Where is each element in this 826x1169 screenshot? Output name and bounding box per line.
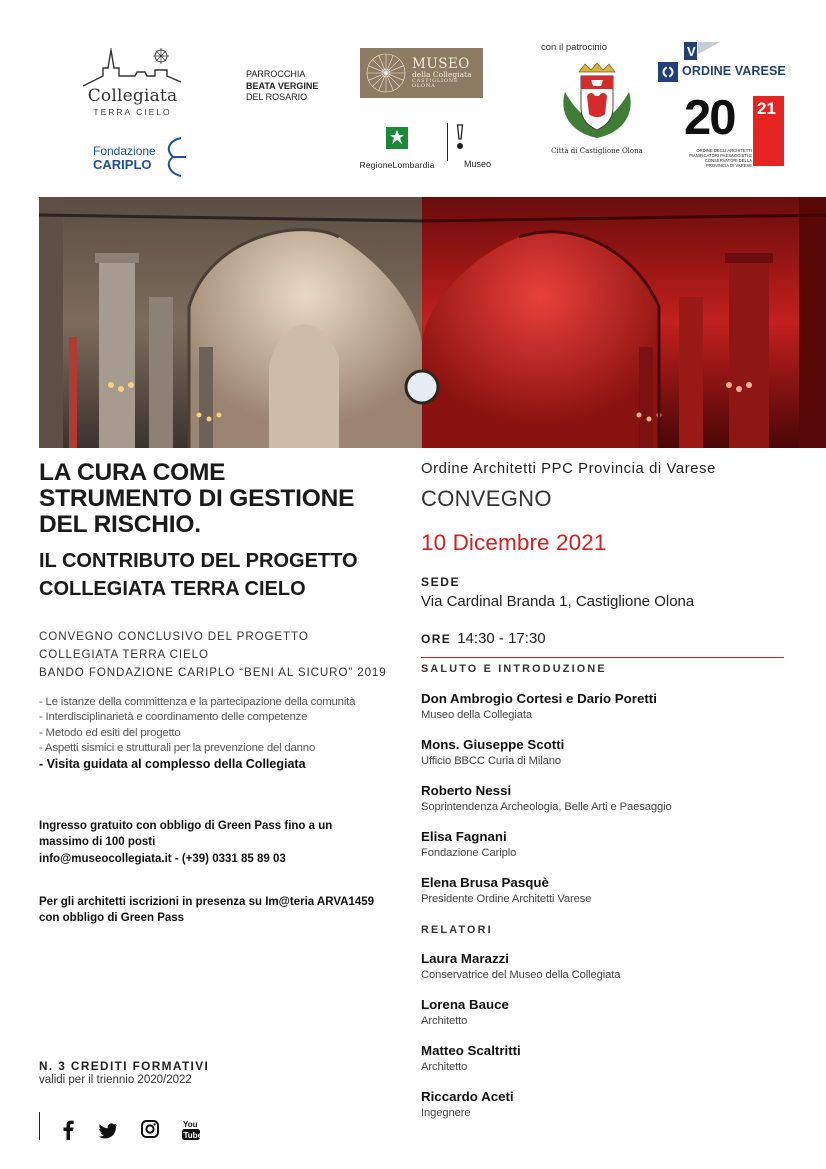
speaker-role: Ingegnere (421, 1107, 471, 1119)
fondazione-cariplo-logo (93, 135, 193, 179)
museo-logo-sub: della Collegiata (412, 69, 472, 79)
stemma-label: Città di Castiglione Olona (551, 147, 643, 155)
collegiata-logo-sub: TERRA CIELO (93, 107, 172, 117)
regione-lombardia-logo (352, 127, 442, 170)
topic-item: - Aspetti sismici e strutturali per la prevenzione del danno (39, 742, 316, 755)
speaker-item (421, 691, 801, 721)
svg-text:You: You (183, 1120, 198, 1129)
title-line-1: LA CURA COME (39, 459, 226, 486)
speaker-name: Elisa Fagnani (421, 829, 507, 844)
speaker-item (421, 1043, 801, 1073)
facebook-icon[interactable] (62, 1120, 82, 1142)
collegiata-interior-photo (39, 197, 826, 448)
ore-row (421, 630, 546, 647)
ordine-2021-logo (684, 91, 784, 168)
ore-label: ORE (421, 632, 452, 646)
svg-text:Tube: Tube (183, 1131, 203, 1140)
ordine-varese-label: ORDINE VARESE (682, 64, 786, 78)
regione-lombardia-icon (386, 127, 408, 149)
saluto-label: SALUTO E INTRODUZIONE (421, 663, 607, 675)
anno-number: 20 (684, 91, 735, 145)
speaker-name: Matteo Scaltritti (421, 1043, 521, 1058)
parrocchia-logo (246, 69, 318, 104)
speaker-item (421, 1089, 801, 1119)
speaker-name: Lorena Bauce (421, 997, 509, 1012)
event-date: 10 Dicembre 2021 (421, 530, 607, 555)
patrocinio-label: con il patrocinio (541, 42, 608, 53)
speaker-role: Museo della Collegiata (421, 709, 532, 721)
ordine-v-letter: V (687, 44, 696, 59)
cariplo-line-1: Fondazione (93, 144, 156, 158)
topics-list (39, 695, 419, 772)
social-divider (39, 1112, 40, 1140)
sede-label: SEDE (421, 575, 461, 589)
subtitle-line-1: IL CONTRIBUTO DEL PROGETTO (39, 550, 358, 572)
speaker-item (421, 951, 801, 981)
speaker-role: Conservatrice del Museo della Collegiata (421, 969, 621, 981)
speaker-item (421, 997, 801, 1027)
ingresso-info (39, 818, 399, 867)
crediti-formativi (39, 1059, 339, 1086)
ore-value: 14:30 - 17:30 (457, 630, 546, 647)
speaker-item (421, 737, 801, 767)
youtube-icon[interactable] (182, 1119, 202, 1141)
description-line-2: COLLEGIATA TERRA CIELO (39, 648, 209, 661)
contact-line[interactable]: info@museocollegiata.it - (+39) 0331 85 89 03 (39, 852, 286, 865)
speaker-item (421, 829, 801, 859)
instagram-icon[interactable] (141, 1120, 161, 1142)
event-title (39, 460, 419, 538)
speaker-item (421, 875, 801, 905)
convegno-description (39, 628, 419, 682)
museo-logo-title: MUSEO (412, 55, 470, 72)
speaker-name: Riccardo Aceti (421, 1089, 514, 1104)
citta-castiglione-olona-logo (551, 62, 643, 155)
anno-red-block (753, 96, 784, 166)
speaker-name: Elena Brusa Pasquè (421, 875, 549, 890)
collegiata-skyline-icon (75, 46, 190, 90)
museo-exclamation-icon (456, 124, 464, 150)
title-line-3: DEL RISCHIO. (39, 511, 201, 538)
topic-item: - Interdisciplinarietà e coordinamento delle competenze (39, 711, 308, 724)
relatori-label: RELATORI (421, 924, 493, 936)
speaker-name: Roberto Nessi (421, 783, 512, 798)
crediti-title: N. 3 CREDITI FORMATIVI (39, 1059, 210, 1073)
museo-small-logo (456, 124, 508, 169)
speaker-role: Soprintendenza Archeologia, Belle Arti e Paesaggio (421, 801, 672, 813)
church-interior-image (39, 197, 826, 448)
anno-sub-text: ORDINE DEGLI ARCHITETTI PIANIFICATORI PAESAGGISTI E CONSERVATORI DELLA PROVINCIA DI VARESE (688, 148, 752, 168)
speaker-role: Architetto (421, 1061, 468, 1073)
description-line-1: CONVEGNO CONCLUSIVO DEL PROGETTO (39, 630, 309, 643)
speaker-role: Ufficio BBCC Curia di Milano (421, 755, 561, 767)
description-line-3: BANDO FONDAZIONE CARIPLO “BENI AL SICURO” 2019 (39, 666, 387, 679)
speaker-role: Presidente Ordine Architetti Varese (421, 893, 592, 905)
ingresso-line-2: massimo di 100 posti (39, 836, 156, 849)
architetti-info (39, 894, 419, 926)
museo-small-label (456, 159, 508, 169)
topic-item: - Metodo ed esiti del progetto (39, 726, 181, 739)
crediti-sub: validi per il triennio 2020/2022 (39, 1074, 192, 1086)
event-type: CONVEGNO (421, 486, 552, 511)
rosette-icon (365, 52, 407, 94)
speaker-role: Fondazione Cariplo (421, 847, 517, 859)
subtitle-line-2: COLLEGIATA TERRA CIELO (39, 578, 306, 600)
speaker-item (421, 783, 801, 813)
anno-red-number: 21 (757, 99, 776, 118)
coat-of-arms-icon (551, 62, 643, 140)
topic-item: - Le istanze della committenza e la partecipazione della comunità (39, 696, 356, 708)
speaker-name: Mons. Giuseppe Scotti (421, 737, 565, 752)
ingresso-line-1: Ingresso gratuito con obbligo di Green Pass fino a un (39, 820, 333, 832)
parrocchia-line-2: BEATA VERGINE (246, 80, 319, 91)
topic-highlight: - Visita guidata al complesso della Collegiata (39, 756, 306, 771)
twitter-icon[interactable] (98, 1120, 118, 1142)
cariplo-line-2: CARIPLO (93, 157, 152, 172)
parrocchia-line-1: PARROCCHIA (246, 69, 306, 79)
museo-logo-place: CASTIGLIONE OLONA (412, 77, 459, 90)
event-subtitle (39, 547, 419, 603)
speaker-name: Laura Marazzi (421, 951, 509, 966)
speaker-role: Architetto (421, 1015, 468, 1027)
speaker-name: Don Ambrogio Cortesi e Dario Poretti (421, 691, 657, 706)
collegiata-terra-cielo-logo (70, 46, 195, 116)
title-line-2: STRUMENTO DI GESTIONE (39, 485, 355, 512)
museo-small-text: Museo (464, 159, 492, 169)
section-divider (421, 657, 784, 658)
architetti-line-1: Per gli architetti iscrizioni in presenza su Im@teria ARVA1459 (39, 896, 375, 908)
cariplo-mark-icon (159, 135, 189, 179)
organizer: Ordine Architetti PPC Provincia di Varese (421, 461, 716, 477)
regione-label: RegioneLombardia (359, 160, 435, 170)
logo-divider (447, 123, 448, 161)
parrocchia-line-3: DEL ROSARIO (246, 92, 308, 102)
architetti-line-2: con obbligo di Green Pass (39, 912, 185, 924)
collegiata-logo-name: Collegiata (87, 86, 178, 106)
museo-collegiata-logo (360, 48, 483, 98)
sede-value: Via Cardinal Branda 1, Castiglione Olona (421, 593, 695, 610)
